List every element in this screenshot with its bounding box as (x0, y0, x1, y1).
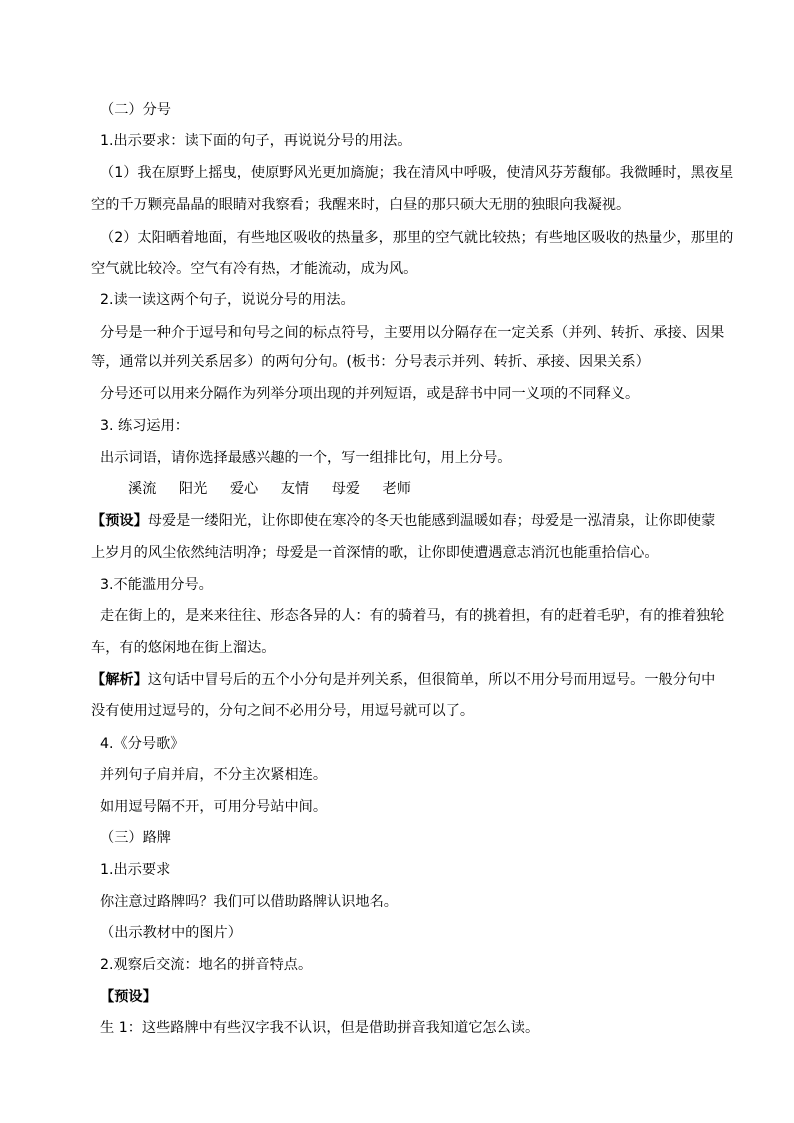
road-preset-tag: 【预设】 (100, 989, 157, 1005)
definition-line-1: 分号是一种介于逗号和句号之间的标点符号，主要用以分隔存在一定关系（并列、转折、承接、因果 (100, 325, 725, 341)
item-3-no-abuse: 3.不能滥用分号。 (100, 577, 213, 593)
example-2-line-1: （2）太阳晒着地面，有些地区吸收的热量多，那里的空气就比较热；有些地区吸收的热量少，那里的 (100, 230, 734, 246)
song-line-2: 如用逗号隔不开，可用分号站中间。 (100, 799, 328, 815)
road-question: 你注意过路牌吗？我们可以借助路牌认识地名。 (100, 894, 398, 910)
preset-text: 母爱是一缕阳光，让你即使在寒冷的冬天也能感到温暖如春；母爱是一泓清泉，让你即使蒙 (147, 513, 716, 529)
road-show-picture: （出示教材中的图片） (100, 925, 242, 941)
student-1-answer: 生 1：这些路牌中有些汉字我不认识，但是借助拼音我知道它怎么读。 (100, 1020, 540, 1036)
definition-line-3: 分号还可以用来分隔作为列举分项出现的并列短语，或是辞书中同一义项的不同释义。 (100, 386, 640, 402)
analysis-text: 这句话中冒号后的五个小分句是并列关系，但很简单，所以不用分号而用逗号。一般分句中 (147, 672, 716, 688)
analysis-line-2: 没有使用过逗号的，分句之间不必用分号，用逗号就可以了。 (91, 703, 475, 719)
practice-task: 出示词语，请你选择最感兴趣的一个，写一组排比句，用上分号。 (100, 450, 512, 466)
road-item-1: 1.出示要求 (100, 862, 171, 878)
song-line-1: 并列句子肩并肩，不分主次紧相连。 (100, 767, 328, 783)
item-1-requirement: 1.出示要求：读下面的句子，再说说分号的用法。 (100, 133, 412, 149)
word-item: 阳光 (178, 481, 208, 497)
preset-line-1 (91, 511, 715, 531)
section-title-road-sign: （三）路牌 (100, 830, 171, 846)
analysis-line-1 (91, 670, 715, 690)
definition-line-2: 等，通常以并列关系居多）的两句分句。(板书：分号表示并列、转折、承接、因果关系） (91, 354, 650, 370)
example-2-line-2: 空气就比较冷。空气有冷有热，才能流动，成为风。 (91, 261, 418, 277)
analysis-tag: 【解析】 (91, 672, 148, 688)
section-title-semicolon: （二）分号 (100, 102, 171, 118)
street-example-line-1: 走在街上的，是来来往往、形态各异的人：有的骑着马，有的挑着担，有的赶着毛驴，有的推着独轮 (100, 608, 725, 624)
item-4-song-title: 4.《分号歌》 (100, 736, 185, 752)
street-example-line-2: 车，有的悠闲地在街上溜达。 (91, 640, 276, 656)
item-2-read: 2.读一读这两个句子，说说分号的用法。 (100, 292, 355, 308)
example-1-line-1: （1）我在原野上摇曳，使原野风光更加旖旎；我在清风中呼吸，使清风芬芳馥郁。我微睡时，黑夜星 (100, 165, 734, 181)
item-3-practice: 3. 练习运用： (100, 418, 189, 434)
word-item: 友情 (280, 481, 310, 497)
word-item: 母爱 (331, 481, 361, 497)
road-item-2: 2.观察后交流：地名的拼音特点。 (100, 957, 313, 973)
word-list (128, 479, 429, 499)
word-item: 溪流 (128, 481, 157, 497)
preset-tag: 【预设】 (91, 513, 148, 529)
word-item: 爱心 (229, 481, 259, 497)
example-1-line-2: 空的千万颗亮晶晶的眼睛对我察看；我醒来时，白昼的那只硕大无朋的独眼向我凝视。 (91, 197, 631, 213)
preset-line-2: 上岁月的风尘依然纯洁明净；母爱是一首深情的歌，让你即使遭遇意志消沉也能重拾信心。 (91, 545, 659, 561)
word-item: 老师 (382, 481, 411, 497)
